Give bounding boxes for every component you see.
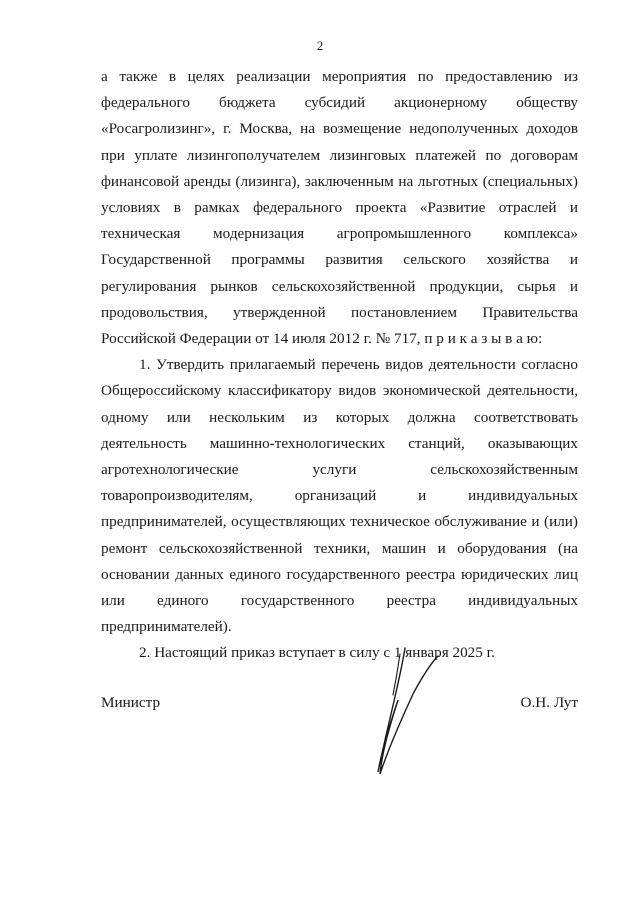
signatory-title: Министр (101, 694, 161, 711)
order-item-2: 2. Настоящий приказ вступает в силу с 1 января 2025 г. (139, 644, 495, 662)
signature-block (101, 694, 578, 712)
intro-paragraph: а также в целях реализации мероприятия по предоставлению из федерального бюджета субсидий акционерному обществу «Росагролизинг», г. Москва, на возмещение недополученных доходов при уплате лизингополучателем лизинговых платежей по договорам финансовой аренды (лизинга), заключенным на льготных (специальных) условиях в рамках федерального проекта «Развитие отраслей и техническая модернизация агропромышленного комплекса» Государственной программы развития сельского хозяйства и регулирования рынков сельскохозяйственной продукции, сырья и продовольствия, утвержденной постановлением Правительства Российской Федерации от 14 июля 2012 г. № 717, п р и к а з ы в а ю: (101, 68, 578, 348)
document-body (101, 64, 578, 667)
page-number: 2 (316, 38, 324, 53)
signatory-name: О.Н. Лут (520, 694, 578, 711)
order-item-1: 1. Утвердить прилагаемый перечень видов деятельности согласно Общероссийскому классификатору видов экономической деятельности, одному или нескольким из которых должна соответствовать деятельность машинно-технологических станций, оказывающих агротехнологические услуги сельскохозяйственным товаропроизводителям, организаций и индивидуальных предпринимателей, осуществляющих техническое обслуживание и (или) ремонт сельскохозяйственной техники, машин и оборудования (на основании данных единого государственного реестра юридических лиц или единого государственного реестра индивидуальных предпринимателей). (101, 356, 578, 636)
handwritten-signature-icon (360, 640, 470, 780)
